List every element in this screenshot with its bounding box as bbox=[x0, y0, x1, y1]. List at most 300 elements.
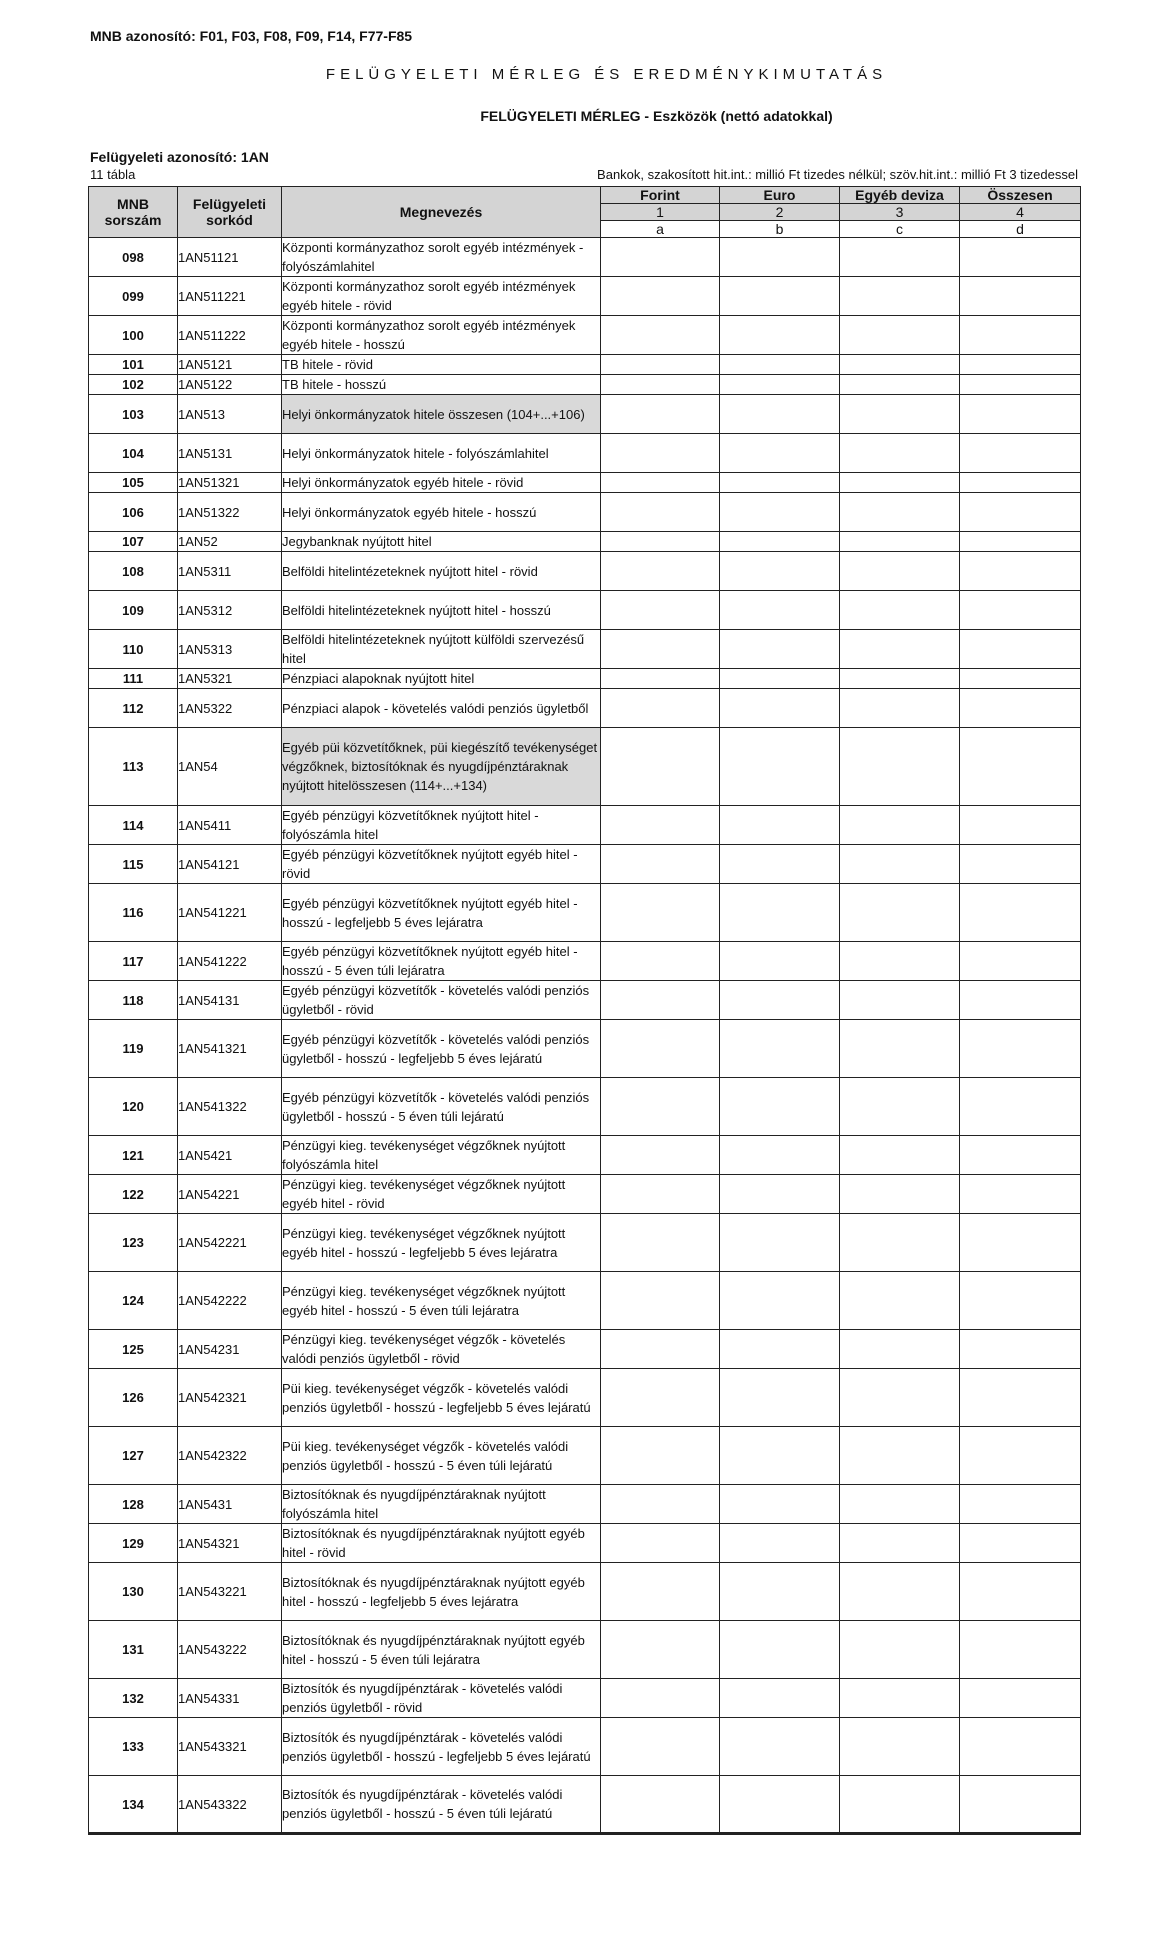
header-osszesen: Összesen bbox=[960, 187, 1081, 204]
row-sorkod: 1AN5313 bbox=[178, 630, 282, 669]
row-mnb-sorszam: 122 bbox=[89, 1175, 178, 1214]
table-row bbox=[89, 1078, 1081, 1136]
value-cell-euro[interactable] bbox=[720, 1136, 840, 1175]
value-cell-osszesen[interactable] bbox=[960, 845, 1081, 884]
value-cell-egyeb-deviza[interactable] bbox=[840, 1718, 960, 1776]
row-mnb-sorszam: 132 bbox=[89, 1679, 178, 1718]
row-mnb-sorszam: 099 bbox=[89, 277, 178, 316]
row-megnevezes: Központi kormányzathoz sorolt egyéb intézmények - folyószámlahitel bbox=[282, 238, 601, 277]
header-egyeb-deviza: Egyéb deviza bbox=[840, 187, 960, 204]
value-cell-egyeb-deviza[interactable] bbox=[840, 1621, 960, 1679]
value-cell-egyeb-deviza[interactable] bbox=[840, 1485, 960, 1524]
table-row bbox=[89, 1136, 1081, 1175]
value-cell-forint[interactable] bbox=[601, 1136, 720, 1175]
row-sorkod: 1AN54321 bbox=[178, 1524, 282, 1563]
row-mnb-sorszam: 100 bbox=[89, 316, 178, 355]
value-cell-osszesen[interactable] bbox=[960, 1330, 1081, 1369]
value-cell-egyeb-deviza[interactable] bbox=[840, 1272, 960, 1330]
table-row bbox=[89, 1427, 1081, 1485]
row-megnevezes: Egyéb pénzügyi közvetítők - követelés valódi penziós ügyletből - hosszú - legfeljebb 5 éves lejáratú bbox=[282, 1020, 601, 1078]
value-cell-egyeb-deviza[interactable] bbox=[840, 493, 960, 532]
value-cell-egyeb-deviza[interactable] bbox=[840, 395, 960, 434]
table-row bbox=[89, 1679, 1081, 1718]
row-megnevezes: Helyi önkormányzatok egyéb hitele - rövid bbox=[282, 473, 601, 493]
value-cell-forint[interactable] bbox=[601, 1485, 720, 1524]
row-mnb-sorszam: 126 bbox=[89, 1369, 178, 1427]
value-cell-forint[interactable] bbox=[601, 355, 720, 375]
table-row bbox=[89, 1718, 1081, 1776]
value-cell-egyeb-deviza[interactable] bbox=[840, 1679, 960, 1718]
table-row bbox=[89, 1020, 1081, 1078]
row-megnevezes: Helyi önkormányzatok egyéb hitele - hosszú bbox=[282, 493, 601, 532]
table-row bbox=[89, 552, 1081, 591]
value-cell-egyeb-deviza[interactable] bbox=[840, 355, 960, 375]
value-cell-egyeb-deviza[interactable] bbox=[840, 1214, 960, 1272]
table-row bbox=[89, 355, 1081, 375]
row-sorkod: 1AN5311 bbox=[178, 552, 282, 591]
row-megnevezes: Központi kormányzathoz sorolt egyéb intézmények egyéb hitele - rövid bbox=[282, 277, 601, 316]
value-cell-egyeb-deviza[interactable] bbox=[840, 1563, 960, 1621]
table-row bbox=[89, 981, 1081, 1020]
row-mnb-sorszam: 127 bbox=[89, 1427, 178, 1485]
value-cell-osszesen[interactable] bbox=[960, 1214, 1081, 1272]
table-row bbox=[89, 669, 1081, 689]
value-cell-forint[interactable] bbox=[601, 493, 720, 532]
value-cell-osszesen[interactable] bbox=[960, 1272, 1081, 1330]
row-sorkod: 1AN51322 bbox=[178, 493, 282, 532]
row-megnevezes: Pénzügyi kieg. tevékenységet végzőknek nyújtott folyószámla hitel bbox=[282, 1136, 601, 1175]
row-mnb-sorszam: 129 bbox=[89, 1524, 178, 1563]
row-sorkod: 1AN5431 bbox=[178, 1485, 282, 1524]
value-cell-egyeb-deviza[interactable] bbox=[840, 630, 960, 669]
table-row bbox=[89, 630, 1081, 669]
value-cell-euro[interactable] bbox=[720, 728, 840, 806]
row-mnb-sorszam: 098 bbox=[89, 238, 178, 277]
row-mnb-sorszam: 111 bbox=[89, 669, 178, 689]
table-row bbox=[89, 1369, 1081, 1427]
row-sorkod: 1AN543221 bbox=[178, 1563, 282, 1621]
mnb-azonosito: MNB azonosító: F01, F03, F08, F09, F14, F77-F85 bbox=[90, 28, 413, 44]
row-mnb-sorszam: 103 bbox=[89, 395, 178, 434]
value-cell-forint[interactable] bbox=[601, 981, 720, 1020]
table-row bbox=[89, 942, 1081, 981]
row-mnb-sorszam: 117 bbox=[89, 942, 178, 981]
table-row bbox=[89, 493, 1081, 532]
balance-sheet-table bbox=[88, 186, 1081, 1835]
table-row bbox=[89, 884, 1081, 942]
row-megnevezes: Biztosítóknak és nyugdíjpénztáraknak nyújtott folyószámla hitel bbox=[282, 1485, 601, 1524]
value-cell-forint[interactable] bbox=[601, 1427, 720, 1485]
row-sorkod: 1AN543222 bbox=[178, 1621, 282, 1679]
row-sorkod: 1AN51321 bbox=[178, 473, 282, 493]
header-euro: Euro bbox=[720, 187, 840, 204]
value-cell-forint[interactable] bbox=[601, 1776, 720, 1834]
row-megnevezes: Egyéb pénzügyi közvetítők - követelés valódi penziós ügyletből - rövid bbox=[282, 981, 601, 1020]
row-sorkod: 1AN542321 bbox=[178, 1369, 282, 1427]
row-sorkod: 1AN5421 bbox=[178, 1136, 282, 1175]
header-col-num: 3 bbox=[840, 204, 960, 221]
value-cell-forint[interactable] bbox=[601, 434, 720, 473]
value-cell-euro[interactable] bbox=[720, 355, 840, 375]
value-cell-egyeb-deviza[interactable] bbox=[840, 1078, 960, 1136]
value-cell-egyeb-deviza[interactable] bbox=[840, 1330, 960, 1369]
value-cell-osszesen[interactable] bbox=[960, 238, 1081, 277]
row-mnb-sorszam: 107 bbox=[89, 532, 178, 552]
table-row bbox=[89, 316, 1081, 355]
felugyeleti-azonosito: Felügyeleti azonosító: 1AN bbox=[90, 149, 269, 165]
row-mnb-sorszam: 133 bbox=[89, 1718, 178, 1776]
row-megnevezes: Pénzpiaci alapoknak nyújtott hitel bbox=[282, 669, 601, 689]
row-megnevezes: Helyi önkormányzatok hitele - folyószámlahitel bbox=[282, 434, 601, 473]
value-cell-osszesen[interactable] bbox=[960, 1679, 1081, 1718]
value-cell-forint[interactable] bbox=[601, 689, 720, 728]
value-cell-egyeb-deviza[interactable] bbox=[840, 669, 960, 689]
value-cell-osszesen[interactable] bbox=[960, 1175, 1081, 1214]
row-megnevezes: Pénzügyi kieg. tevékenységet végzőknek nyújtott egyéb hitel - hosszú - 5 éven túli lejáratra bbox=[282, 1272, 601, 1330]
value-cell-euro[interactable] bbox=[720, 552, 840, 591]
value-cell-osszesen[interactable] bbox=[960, 1078, 1081, 1136]
value-cell-euro[interactable] bbox=[720, 1214, 840, 1272]
row-megnevezes: Biztosítóknak és nyugdíjpénztáraknak nyújtott egyéb hitel - hosszú - legfeljebb 5 éves lejáratra bbox=[282, 1563, 601, 1621]
row-sorkod: 1AN5322 bbox=[178, 689, 282, 728]
row-mnb-sorszam: 105 bbox=[89, 473, 178, 493]
table-row bbox=[89, 1175, 1081, 1214]
row-megnevezes: Biztosítók és nyugdíjpénztárak - követelés valódi penziós ügyletből - hosszú - legfeljebb 5 éves lejáratú bbox=[282, 1718, 601, 1776]
row-megnevezes: Helyi önkormányzatok hitele összesen (104+...+106) bbox=[282, 395, 601, 434]
value-cell-euro[interactable] bbox=[720, 238, 840, 277]
row-mnb-sorszam: 108 bbox=[89, 552, 178, 591]
value-cell-osszesen[interactable] bbox=[960, 669, 1081, 689]
value-cell-forint[interactable] bbox=[601, 884, 720, 942]
row-sorkod: 1AN51121 bbox=[178, 238, 282, 277]
value-cell-euro[interactable] bbox=[720, 689, 840, 728]
value-cell-egyeb-deviza[interactable] bbox=[840, 942, 960, 981]
value-cell-osszesen[interactable] bbox=[960, 1136, 1081, 1175]
row-sorkod: 1AN5131 bbox=[178, 434, 282, 473]
header-col-num: 2 bbox=[720, 204, 840, 221]
value-cell-osszesen[interactable] bbox=[960, 552, 1081, 591]
value-cell-euro[interactable] bbox=[720, 806, 840, 845]
row-megnevezes: Püi kieg. tevékenységet végzők - követelés valódi penziós ügyletből - hosszú - legfeljebb 5 éves lejáratú bbox=[282, 1369, 601, 1427]
value-cell-osszesen[interactable] bbox=[960, 434, 1081, 473]
value-cell-euro[interactable] bbox=[720, 630, 840, 669]
table-row bbox=[89, 1272, 1081, 1330]
row-mnb-sorszam: 101 bbox=[89, 355, 178, 375]
value-cell-egyeb-deviza[interactable] bbox=[840, 375, 960, 395]
row-mnb-sorszam: 104 bbox=[89, 434, 178, 473]
header-forint: Forint bbox=[601, 187, 720, 204]
header-col-num: 1 bbox=[601, 204, 720, 221]
value-cell-osszesen[interactable] bbox=[960, 493, 1081, 532]
value-cell-euro[interactable] bbox=[720, 1272, 840, 1330]
row-megnevezes: Egyéb pénzügyi közvetítőknek nyújtott egyéb hitel - hosszú - legfeljebb 5 éves lejáratra bbox=[282, 884, 601, 942]
value-cell-egyeb-deviza[interactable] bbox=[840, 845, 960, 884]
row-mnb-sorszam: 110 bbox=[89, 630, 178, 669]
table-body bbox=[89, 238, 1081, 1834]
value-cell-forint[interactable] bbox=[601, 1214, 720, 1272]
row-mnb-sorszam: 102 bbox=[89, 375, 178, 395]
value-cell-osszesen[interactable] bbox=[960, 630, 1081, 669]
value-cell-egyeb-deviza[interactable] bbox=[840, 1776, 960, 1834]
value-cell-forint[interactable] bbox=[601, 395, 720, 434]
table-row bbox=[89, 277, 1081, 316]
row-mnb-sorszam: 128 bbox=[89, 1485, 178, 1524]
value-cell-osszesen[interactable] bbox=[960, 1524, 1081, 1563]
row-sorkod: 1AN541222 bbox=[178, 942, 282, 981]
header-felugyeleti-sorkod: Felügyeleti sorkód bbox=[178, 187, 282, 238]
header-megnevezes: Megnevezés bbox=[282, 187, 601, 238]
row-mnb-sorszam: 112 bbox=[89, 689, 178, 728]
row-megnevezes: Püi kieg. tevékenységet végzők - követelés valódi penziós ügyletből - hosszú - 5 éven túli lejáratú bbox=[282, 1427, 601, 1485]
value-cell-euro[interactable] bbox=[720, 591, 840, 630]
units-note: Bankok, szakosított hit.int.: millió Ft tizedes nélkül; szöv.hit.int.: millió Ft 3 tizedessel bbox=[597, 167, 1078, 182]
table-row bbox=[89, 238, 1081, 277]
row-mnb-sorszam: 134 bbox=[89, 1776, 178, 1834]
value-cell-forint[interactable] bbox=[601, 806, 720, 845]
value-cell-euro[interactable] bbox=[720, 395, 840, 434]
row-mnb-sorszam: 123 bbox=[89, 1214, 178, 1272]
value-cell-egyeb-deviza[interactable] bbox=[840, 1175, 960, 1214]
row-sorkod: 1AN543322 bbox=[178, 1776, 282, 1834]
value-cell-osszesen[interactable] bbox=[960, 473, 1081, 493]
table-row bbox=[89, 1330, 1081, 1369]
value-cell-forint[interactable] bbox=[601, 942, 720, 981]
value-cell-osszesen[interactable] bbox=[960, 884, 1081, 942]
row-megnevezes: Központi kormányzathoz sorolt egyéb intézmények egyéb hitele - hosszú bbox=[282, 316, 601, 355]
value-cell-forint[interactable] bbox=[601, 1369, 720, 1427]
value-cell-euro[interactable] bbox=[720, 532, 840, 552]
value-cell-osszesen[interactable] bbox=[960, 395, 1081, 434]
value-cell-osszesen[interactable] bbox=[960, 1485, 1081, 1524]
value-cell-euro[interactable] bbox=[720, 473, 840, 493]
value-cell-euro[interactable] bbox=[720, 981, 840, 1020]
value-cell-forint[interactable] bbox=[601, 1175, 720, 1214]
value-cell-forint[interactable] bbox=[601, 845, 720, 884]
value-cell-euro[interactable] bbox=[720, 845, 840, 884]
value-cell-euro[interactable] bbox=[720, 375, 840, 395]
row-mnb-sorszam: 106 bbox=[89, 493, 178, 532]
table-number: 11 tábla bbox=[90, 167, 136, 182]
value-cell-euro[interactable] bbox=[720, 1175, 840, 1214]
value-cell-osszesen[interactable] bbox=[960, 1020, 1081, 1078]
row-sorkod: 1AN54131 bbox=[178, 981, 282, 1020]
value-cell-egyeb-deviza[interactable] bbox=[840, 316, 960, 355]
table-row bbox=[89, 1214, 1081, 1272]
row-mnb-sorszam: 119 bbox=[89, 1020, 178, 1078]
header-col-num: 4 bbox=[960, 204, 1081, 221]
value-cell-egyeb-deviza[interactable] bbox=[840, 689, 960, 728]
value-cell-forint[interactable] bbox=[601, 1020, 720, 1078]
row-mnb-sorszam: 115 bbox=[89, 845, 178, 884]
table-row bbox=[89, 1524, 1081, 1563]
table-row bbox=[89, 1485, 1081, 1524]
value-cell-forint[interactable] bbox=[601, 1718, 720, 1776]
row-mnb-sorszam: 124 bbox=[89, 1272, 178, 1330]
value-cell-euro[interactable] bbox=[720, 1621, 840, 1679]
value-cell-osszesen[interactable] bbox=[960, 591, 1081, 630]
value-cell-egyeb-deviza[interactable] bbox=[840, 1020, 960, 1078]
value-cell-euro[interactable] bbox=[720, 1524, 840, 1563]
value-cell-forint[interactable] bbox=[601, 630, 720, 669]
value-cell-osszesen[interactable] bbox=[960, 806, 1081, 845]
row-megnevezes: Egyéb pénzügyi közvetítőknek nyújtott egyéb hitel - rövid bbox=[282, 845, 601, 884]
value-cell-osszesen[interactable] bbox=[960, 1563, 1081, 1621]
value-cell-egyeb-deviza[interactable] bbox=[840, 532, 960, 552]
value-cell-osszesen[interactable] bbox=[960, 375, 1081, 395]
value-cell-euro[interactable] bbox=[720, 1718, 840, 1776]
value-cell-forint[interactable] bbox=[601, 532, 720, 552]
value-cell-euro[interactable] bbox=[720, 942, 840, 981]
row-sorkod: 1AN5121 bbox=[178, 355, 282, 375]
row-sorkod: 1AN511221 bbox=[178, 277, 282, 316]
row-sorkod: 1AN542322 bbox=[178, 1427, 282, 1485]
value-cell-egyeb-deviza[interactable] bbox=[840, 884, 960, 942]
row-megnevezes: Pénzügyi kieg. tevékenységet végzőknek nyújtott egyéb hitel - rövid bbox=[282, 1175, 601, 1214]
value-cell-egyeb-deviza[interactable] bbox=[840, 552, 960, 591]
table-row bbox=[89, 375, 1081, 395]
row-megnevezes: Biztosítók és nyugdíjpénztárak - követelés valódi penziós ügyletből - rövid bbox=[282, 1679, 601, 1718]
value-cell-egyeb-deviza[interactable] bbox=[840, 434, 960, 473]
value-cell-euro[interactable] bbox=[720, 277, 840, 316]
table-row bbox=[89, 1563, 1081, 1621]
value-cell-forint[interactable] bbox=[601, 277, 720, 316]
value-cell-euro[interactable] bbox=[720, 669, 840, 689]
value-cell-egyeb-deviza[interactable] bbox=[840, 591, 960, 630]
value-cell-forint[interactable] bbox=[601, 1621, 720, 1679]
row-megnevezes: Biztosítóknak és nyugdíjpénztáraknak nyújtott egyéb hitel - rövid bbox=[282, 1524, 601, 1563]
row-sorkod: 1AN54 bbox=[178, 728, 282, 806]
value-cell-osszesen[interactable] bbox=[960, 981, 1081, 1020]
value-cell-euro[interactable] bbox=[720, 1679, 840, 1718]
value-cell-forint[interactable] bbox=[601, 552, 720, 591]
value-cell-forint[interactable] bbox=[601, 591, 720, 630]
value-cell-forint[interactable] bbox=[601, 728, 720, 806]
value-cell-egyeb-deviza[interactable] bbox=[840, 1369, 960, 1427]
value-cell-forint[interactable] bbox=[601, 1078, 720, 1136]
value-cell-forint[interactable] bbox=[601, 1524, 720, 1563]
value-cell-euro[interactable] bbox=[720, 1020, 840, 1078]
value-cell-osszesen[interactable] bbox=[960, 355, 1081, 375]
value-cell-forint[interactable] bbox=[601, 1563, 720, 1621]
value-cell-osszesen[interactable] bbox=[960, 689, 1081, 728]
value-cell-euro[interactable] bbox=[720, 1427, 840, 1485]
value-cell-forint[interactable] bbox=[601, 238, 720, 277]
value-cell-forint[interactable] bbox=[601, 375, 720, 395]
row-mnb-sorszam: 125 bbox=[89, 1330, 178, 1369]
value-cell-forint[interactable] bbox=[601, 1330, 720, 1369]
value-cell-osszesen[interactable] bbox=[960, 1718, 1081, 1776]
value-cell-osszesen[interactable] bbox=[960, 1776, 1081, 1834]
row-sorkod: 1AN52 bbox=[178, 532, 282, 552]
row-megnevezes: Egyéb pénzügyi közvetítőknek nyújtott hitel - folyószámla hitel bbox=[282, 806, 601, 845]
row-sorkod: 1AN5122 bbox=[178, 375, 282, 395]
value-cell-osszesen[interactable] bbox=[960, 277, 1081, 316]
value-cell-forint[interactable] bbox=[601, 669, 720, 689]
row-megnevezes: Pénzpiaci alapok - követelés valódi penziós ügyletből bbox=[282, 689, 601, 728]
row-sorkod: 1AN54121 bbox=[178, 845, 282, 884]
value-cell-osszesen[interactable] bbox=[960, 1621, 1081, 1679]
value-cell-euro[interactable] bbox=[720, 1485, 840, 1524]
value-cell-osszesen[interactable] bbox=[960, 942, 1081, 981]
value-cell-forint[interactable] bbox=[601, 1272, 720, 1330]
value-cell-euro[interactable] bbox=[720, 1330, 840, 1369]
value-cell-euro[interactable] bbox=[720, 884, 840, 942]
row-sorkod: 1AN54331 bbox=[178, 1679, 282, 1718]
header-col-letter: d bbox=[960, 221, 1081, 238]
row-megnevezes: Biztosítóknak és nyugdíjpénztáraknak nyújtott egyéb hitel - hosszú - 5 éven túli lejáratra bbox=[282, 1621, 601, 1679]
report-subtitle: FELÜGYELETI MÉRLEG - Eszközök (nettó adatokkal) bbox=[480, 108, 833, 124]
value-cell-euro[interactable] bbox=[720, 1369, 840, 1427]
row-sorkod: 1AN542221 bbox=[178, 1214, 282, 1272]
table-row bbox=[89, 591, 1081, 630]
value-cell-egyeb-deviza[interactable] bbox=[840, 806, 960, 845]
value-cell-egyeb-deviza[interactable] bbox=[840, 473, 960, 493]
row-sorkod: 1AN543321 bbox=[178, 1718, 282, 1776]
value-cell-egyeb-deviza[interactable] bbox=[840, 1136, 960, 1175]
value-cell-egyeb-deviza[interactable] bbox=[840, 981, 960, 1020]
value-cell-osszesen[interactable] bbox=[960, 728, 1081, 806]
value-cell-egyeb-deviza[interactable] bbox=[840, 1524, 960, 1563]
value-cell-euro[interactable] bbox=[720, 1776, 840, 1834]
row-sorkod: 1AN54231 bbox=[178, 1330, 282, 1369]
row-sorkod: 1AN542222 bbox=[178, 1272, 282, 1330]
row-mnb-sorszam: 120 bbox=[89, 1078, 178, 1136]
row-megnevezes: Belföldi hitelintézeteknek nyújtott külföldi szervezésű hitel bbox=[282, 630, 601, 669]
value-cell-osszesen[interactable] bbox=[960, 1369, 1081, 1427]
table-row bbox=[89, 1776, 1081, 1834]
value-cell-osszesen[interactable] bbox=[960, 532, 1081, 552]
value-cell-euro[interactable] bbox=[720, 316, 840, 355]
value-cell-euro[interactable] bbox=[720, 493, 840, 532]
table-row bbox=[89, 1621, 1081, 1679]
value-cell-egyeb-deviza[interactable] bbox=[840, 277, 960, 316]
row-sorkod: 1AN541321 bbox=[178, 1020, 282, 1078]
value-cell-osszesen[interactable] bbox=[960, 1427, 1081, 1485]
header-col-letter: c bbox=[840, 221, 960, 238]
row-megnevezes: Egyéb püi közvetítőknek, püi kiegészítő tevékenységet végzőknek, biztosítóknak és nyugdíjpénztáraknak nyújtott hitelösszesen (114+...+134) bbox=[282, 728, 601, 806]
value-cell-forint[interactable] bbox=[601, 473, 720, 493]
value-cell-forint[interactable] bbox=[601, 316, 720, 355]
value-cell-egyeb-deviza[interactable] bbox=[840, 1427, 960, 1485]
row-sorkod: 1AN541322 bbox=[178, 1078, 282, 1136]
row-mnb-sorszam: 130 bbox=[89, 1563, 178, 1621]
row-sorkod: 1AN54221 bbox=[178, 1175, 282, 1214]
row-megnevezes: TB hitele - hosszú bbox=[282, 375, 601, 395]
value-cell-osszesen[interactable] bbox=[960, 316, 1081, 355]
row-mnb-sorszam: 118 bbox=[89, 981, 178, 1020]
value-cell-egyeb-deviza[interactable] bbox=[840, 728, 960, 806]
row-megnevezes: Belföldi hitelintézeteknek nyújtott hitel - hosszú bbox=[282, 591, 601, 630]
row-megnevezes: Biztosítók és nyugdíjpénztárak - követelés valódi penziós ügyletből - hosszú - 5 éven túli lejáratú bbox=[282, 1776, 601, 1834]
row-megnevezes: Egyéb pénzügyi közvetítőknek nyújtott egyéb hitel - hosszú - 5 éven túli lejáratra bbox=[282, 942, 601, 981]
value-cell-forint[interactable] bbox=[601, 1679, 720, 1718]
table-row bbox=[89, 728, 1081, 806]
value-cell-euro[interactable] bbox=[720, 434, 840, 473]
value-cell-euro[interactable] bbox=[720, 1078, 840, 1136]
row-mnb-sorszam: 113 bbox=[89, 728, 178, 806]
table-row bbox=[89, 532, 1081, 552]
row-megnevezes: Egyéb pénzügyi közvetítők - követelés valódi penziós ügyletből - hosszú - 5 éven túli lejáratú bbox=[282, 1078, 601, 1136]
table-row bbox=[89, 473, 1081, 493]
row-sorkod: 1AN511222 bbox=[178, 316, 282, 355]
value-cell-euro[interactable] bbox=[720, 1563, 840, 1621]
row-sorkod: 1AN5321 bbox=[178, 669, 282, 689]
value-cell-egyeb-deviza[interactable] bbox=[840, 238, 960, 277]
row-megnevezes: Jegybanknak nyújtott hitel bbox=[282, 532, 601, 552]
row-mnb-sorszam: 116 bbox=[89, 884, 178, 942]
row-sorkod: 1AN541221 bbox=[178, 884, 282, 942]
table-row bbox=[89, 395, 1081, 434]
